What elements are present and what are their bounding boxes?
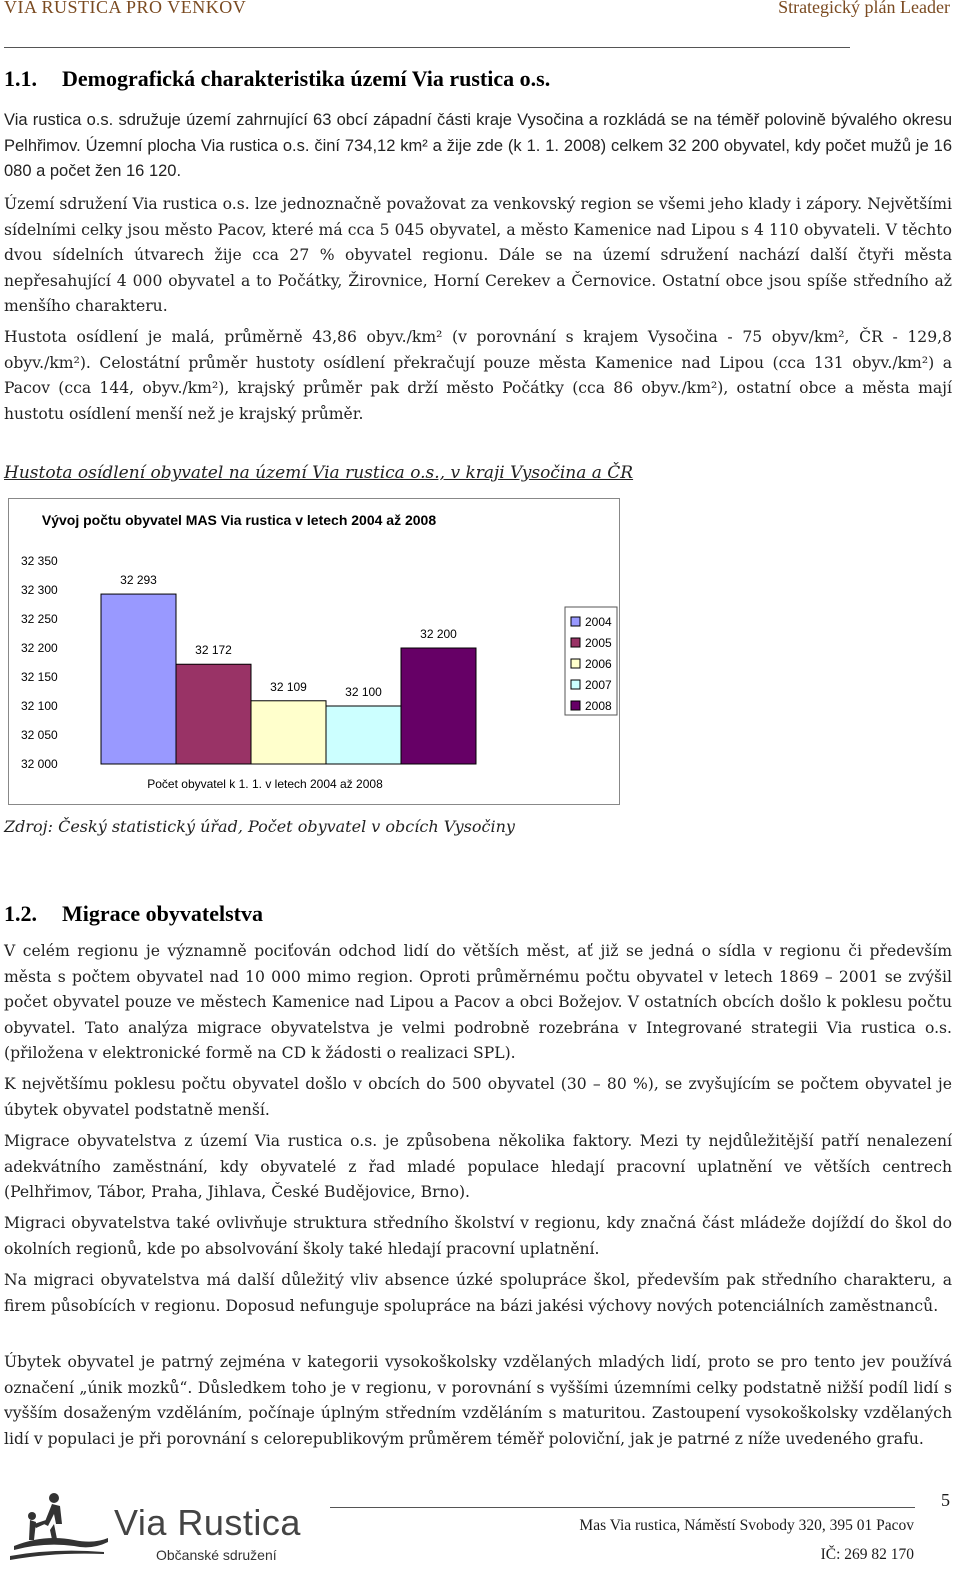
logo-subtitle: Občanské sdružení — [156, 1547, 277, 1563]
chart-source: Zdroj: Český statistický úřad, Počet obyvatel v obcích Vysočiny — [4, 817, 515, 836]
paragraph: Migraci obyvatelstva také ovlivňuje struktura středního školství v regionu, kdy značná část mládeže dojíždí do škol do okolních regionů, kde po absolvování školy také hledají pracovní uplatnění. — [4, 1214, 952, 1258]
bar-value-label: 32 293 — [120, 573, 157, 588]
paragraph: Hustota osídlení je malá, průměrně 43,86 obyv./km² (v porovnání s krajem Vysočina - 75 obyv/km², ČR - 129,8 obyv./km²). Celostátní průměr hustoty osídlení překračují pouze města Kamenice nad Lipou (cca 131 obyv./km²) a Pacov (cca 144, obyv./km²), krajský průměr pak drží město Počátky (cca 86 obyv./km²), ostatní obce a města mají hustotu osídlení menší než je krajský průměr. — [4, 328, 952, 423]
page-header — [0, 0, 960, 24]
bar-value-label: 32 109 — [270, 679, 307, 694]
y-axis-ticks — [21, 554, 58, 771]
legend-label: 2007 — [585, 678, 612, 692]
legend-swatch — [571, 659, 580, 668]
logo-figures-icon — [4, 1490, 114, 1570]
paragraph: K největšímu poklesu počtu obyvatel došlo v obcích do 500 obyvatel (30 – 80 %), se zvyšujícím se počtem obyvatel je úbytek obyvatel podstatně menší. — [4, 1075, 952, 1119]
page-number: 5 — [941, 1490, 950, 1510]
section-number: 1.2. — [4, 901, 37, 926]
y-tick-label: 32 000 — [21, 757, 58, 771]
population-chart — [8, 498, 620, 805]
chart-x-label: Počet obyvatel k 1. 1. v letech 2004 až 2008 — [147, 777, 383, 791]
legend-label: 2006 — [585, 657, 612, 671]
y-tick-label: 32 350 — [21, 554, 58, 568]
chart-svg — [9, 499, 619, 804]
section-title: Demografická charakteristika území Via rustica o.s. — [62, 66, 551, 91]
y-tick-label: 32 250 — [21, 612, 58, 626]
chart-bar-2008 — [401, 648, 476, 764]
paragraph: Migrace obyvatelstva z území Via rustica o.s. je způsobena několika faktory. Mezi ty nejdůležitější patří nenalezení adekvátního zaměstnání, kdy obyvatelé z řad mladé populace hledají pracovní uplatnění ve větších centrech (Pelhřimov, Tábor, Praha, Jihlava, České Budějovice, Brno). — [4, 1132, 952, 1201]
header-rule — [4, 47, 850, 48]
legend-swatch — [571, 617, 580, 626]
chart-title: Vývoj počtu obyvatel MAS Via rustica v letech 2004 až 2008 — [41, 512, 437, 528]
chart-caption: Hustota osídlení obyvatel na území Via rustica o.s., v kraji Vysočina a ČR — [4, 463, 634, 483]
section-heading-1-1 — [4, 66, 550, 92]
chart-bar-2005 — [176, 664, 251, 764]
legend-swatch — [571, 680, 580, 689]
footer-rule — [330, 1507, 915, 1508]
section-heading-1-2 — [4, 901, 263, 927]
bar-value-label: 32 172 — [195, 643, 232, 658]
paragraph: Úbytek obyvatel je patrný zejména v kategorii vysokoškolsky vzdělaných mladých lidí, proto se pro tento jev používá označení „únik mozků“. Důsledkem toho je v regionu, v porovnání s vyššími územními celky podstatně nižší podíl lidí s vyšším dosaženým vzděláním, počínaje úplným středním vzděláním s maturitou. Zastoupení vysokoškolsky vzdělaných lidí v populaci je při porovnání s celorepublikovým průměrem téměř poloviční, jak je patrné z níže uvedeného grafu. — [4, 1353, 952, 1448]
chart-legend — [565, 607, 617, 715]
y-tick-label: 32 150 — [21, 670, 58, 684]
footer-address: Mas Via rustica, Náměstí Svobody 320, 395 01 Pacov — [579, 1517, 914, 1534]
paragraph: Území sdružení Via rustica o.s. lze jednoznačně považovat za venkovský region se všemi jeho klady i zápory. Největšími sídelními celky jsou město Pacov, které má cca 5 045 obyvatel, a město Kamenice nad Lipou s 4 110 obyvateli. V těchto dvou sídelních útvarech žije cca 27 % obyvatel regionu. Dále se na území sdružení nachází další čtyři města nepřesahující 4 000 obyvatel a to Počátky, Žirovnice, Horní Cerekev a Černovice. Ostatní obce jsou spíše středního až menšího charakteru. — [4, 195, 952, 315]
section-title: Migrace obyvatelstva — [62, 901, 263, 926]
y-tick-label: 32 300 — [21, 583, 58, 597]
legend-swatch — [571, 638, 580, 647]
chart-bar-2006 — [251, 701, 326, 764]
legend-swatch — [571, 701, 580, 710]
y-tick-label: 32 050 — [21, 728, 58, 742]
legend-label: 2008 — [585, 699, 612, 713]
paragraph: V celém regionu je významně pociťován odchod lidí do větších měst, ať již se jedná o sídla v regionu či především města s počtem obyvatel nad 10 000 mimo region. Oproti průměrnému počtu obyvatel v letech 1869 – 2001 se zvýšil počet obyvatel pouze ve městech Kamenice nad Lipou a Pacov a obci Božejov. V ostatních obcích došlo k poklesu počtu obyvatel. Tato analýza migrace obyvatelstva je velmi podrobně rozebrána v Integrované strategii Via rustica o.s. (přiložena v elektronické formě na CD k žádosti o realizaci SPL). — [4, 942, 952, 1062]
y-tick-label: 32 100 — [21, 699, 58, 713]
bar-value-label: 32 100 — [345, 685, 382, 699]
section-number: 1.1. — [4, 66, 37, 91]
paragraph: Na migraci obyvatelstva má další důležitý vliv absence úzké spolupráce škol, především pak středního charakteru, a firem působících v regionu. Doposud nefunguje spolupráce na bázi jakési výchovy nových potenciálních zaměstnanců. — [4, 1271, 952, 1315]
legend-label: 2004 — [585, 615, 612, 629]
bar-value-label: 32 200 — [420, 627, 457, 641]
chart-bar-2007 — [326, 706, 401, 764]
paragraph: Via rustica o.s. sdružuje území zahrnující 63 obcí západní části kraje Vysočina a rozkládá se na téměř polovině bývalého okresu Pelhřimov. Územní plocha Via rustica o.s. činí 734,12 km² a žije zde (k 1. 1. 2008) celkem 32 200 obyvatel, kdy počet mužů je 16 080 a počet žen 16 120. — [4, 111, 952, 180]
footer-ic: IČ: 269 82 170 — [820, 1546, 914, 1563]
chart-bar-2004 — [101, 594, 176, 764]
legend-label: 2005 — [585, 636, 612, 650]
y-tick-label: 32 200 — [21, 641, 58, 655]
header-right: Strategický plán Leader — [778, 0, 950, 17]
via-rustica-logo — [4, 1490, 304, 1570]
header-left: VIA RUSTICA PRO VENKOV — [4, 0, 247, 17]
logo-name: Via Rustica — [114, 1502, 301, 1543]
